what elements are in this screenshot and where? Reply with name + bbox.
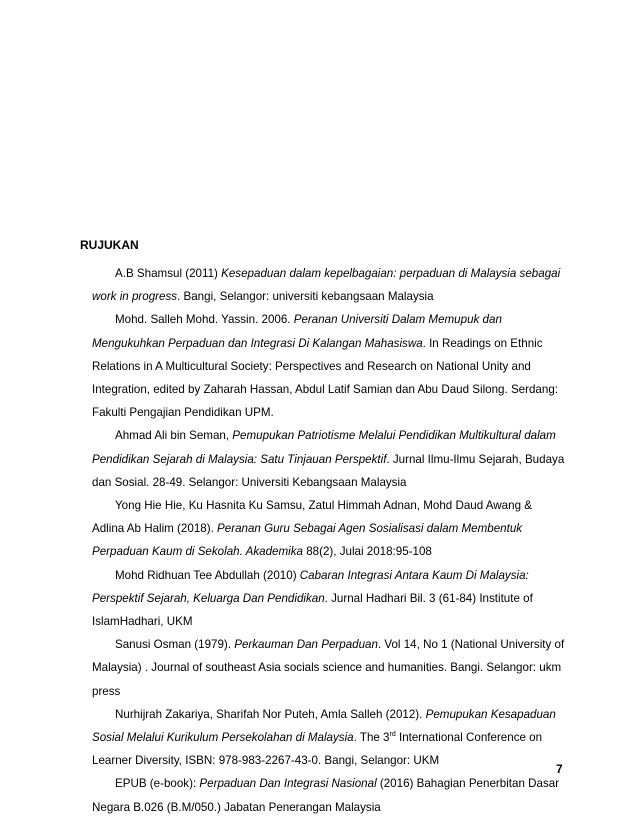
ref-title: Peranan Guru Sebagai Agen Sosialisasi dalam Membentuk Perpaduan Kaum di Sekolah. Akademika (92, 522, 523, 559)
ref-text: . In Readings on Ethnic Relations in A Multicultural Society: Perspectives and Research on National Unity and Integration, edited by Zaharah Hassan, Abdul Latif Samian dan Abu Daud Silong. Serdang: Fakulti Pengajian Pendidikan UPM. (92, 336, 558, 420)
ref-title: Peranan Universiti Dalam Memupuk dan Mengukuhkan Perpaduan dan Integrasi Di Kalangan Mahasiswa (92, 313, 502, 350)
reference-entry (92, 262, 566, 308)
ref-title: Kesepaduan dalam kepelbagaian: perpaduan di Malaysia sebagai work in progress (92, 267, 561, 304)
reference-entry (92, 308, 566, 424)
page-number: 7 (556, 762, 563, 776)
ref-text: Nurhijrah Zakariya, Sharifah Nor Puteh, Amla Salleh (2012). (115, 707, 426, 721)
ref-text: EPUB (e-book): (115, 777, 200, 791)
reference-entry (92, 633, 566, 703)
reference-entry (92, 564, 566, 634)
section-heading: RUJUKAN (80, 238, 139, 252)
ref-text: A.B Shamsul (2011) (115, 267, 222, 280)
ref-text: . Vol 14, No 1 (National University of Malaysia) . Journal of southeast Asia socials science and humanities. Bangi. Selangor: ukm press (92, 638, 565, 698)
ref-title: Pemupukan Kesapaduan Sosial Melalui Kurikulum Persekolahan di Malaysia (92, 707, 556, 745)
ref-text: Sanusi Osman (1979). (115, 638, 235, 652)
reference-entry (92, 772, 566, 818)
ref-text: . Jurnal Ilmu-Ilmu Sejarah, Budaya dan Sosial. 28-49. Selangor: Universiti Kebangsaan Malaysia (92, 452, 565, 489)
ref-text: International Conference on Learner Diversity, ISBN: 978-983-2267-43-0. Bangi, Selangor: UKM (92, 731, 543, 768)
reference-entry (92, 424, 566, 494)
ref-text: Yong Hie Hie, Ku Hasnita Ku Samsu, Zatul Himmah Adnan, Mohd Daud Awang & Adlina Ab Halim (2018). (92, 499, 532, 536)
ref-text: Mohd Ridhuan Tee Abdullah (2010) (115, 568, 300, 582)
ref-text: (2016) Bahagian Penerbitan Dasar Negara B.026 (B.M/050.) Jabatan Penerangan Malaysia (92, 777, 560, 814)
ref-text: . Bangi, Selangor: universiti kebangsaan Malaysia (177, 290, 434, 304)
ref-title: Pemupukan Patriotisme Melalui Pendidikan Multikultural dalam Pendidikan Sejarah di Malaysia: Satu Tinjauan Perspektif (92, 429, 556, 466)
ref-title: Perpaduan Dan Integrasi Nasional (199, 777, 377, 791)
ref-text: Mohd. Salleh Mohd. Yassin. 2006. (115, 313, 294, 327)
ref-title: Cabaran Integrasi Antara Kaum Di Malaysia: Perspektif Sejarah, Keluarga Dan Pendidikan (92, 568, 529, 605)
ref-text: . The 3 (353, 731, 390, 745)
ref-text: . Jurnal Hadhari Bil. 3 (61-84) Institute of IslamHadhari, UKM (92, 591, 533, 629)
reference-list (92, 262, 566, 819)
reference-entry (92, 703, 566, 773)
ref-text: 88(2), Julai 2018:95-108 (302, 545, 432, 559)
ordinal-superscript: rd (389, 731, 396, 739)
ref-title: Perkauman Dan Perpaduan (234, 638, 378, 652)
reference-entry (92, 494, 566, 564)
ref-text: Ahmad Ali bin Seman, (115, 429, 233, 443)
